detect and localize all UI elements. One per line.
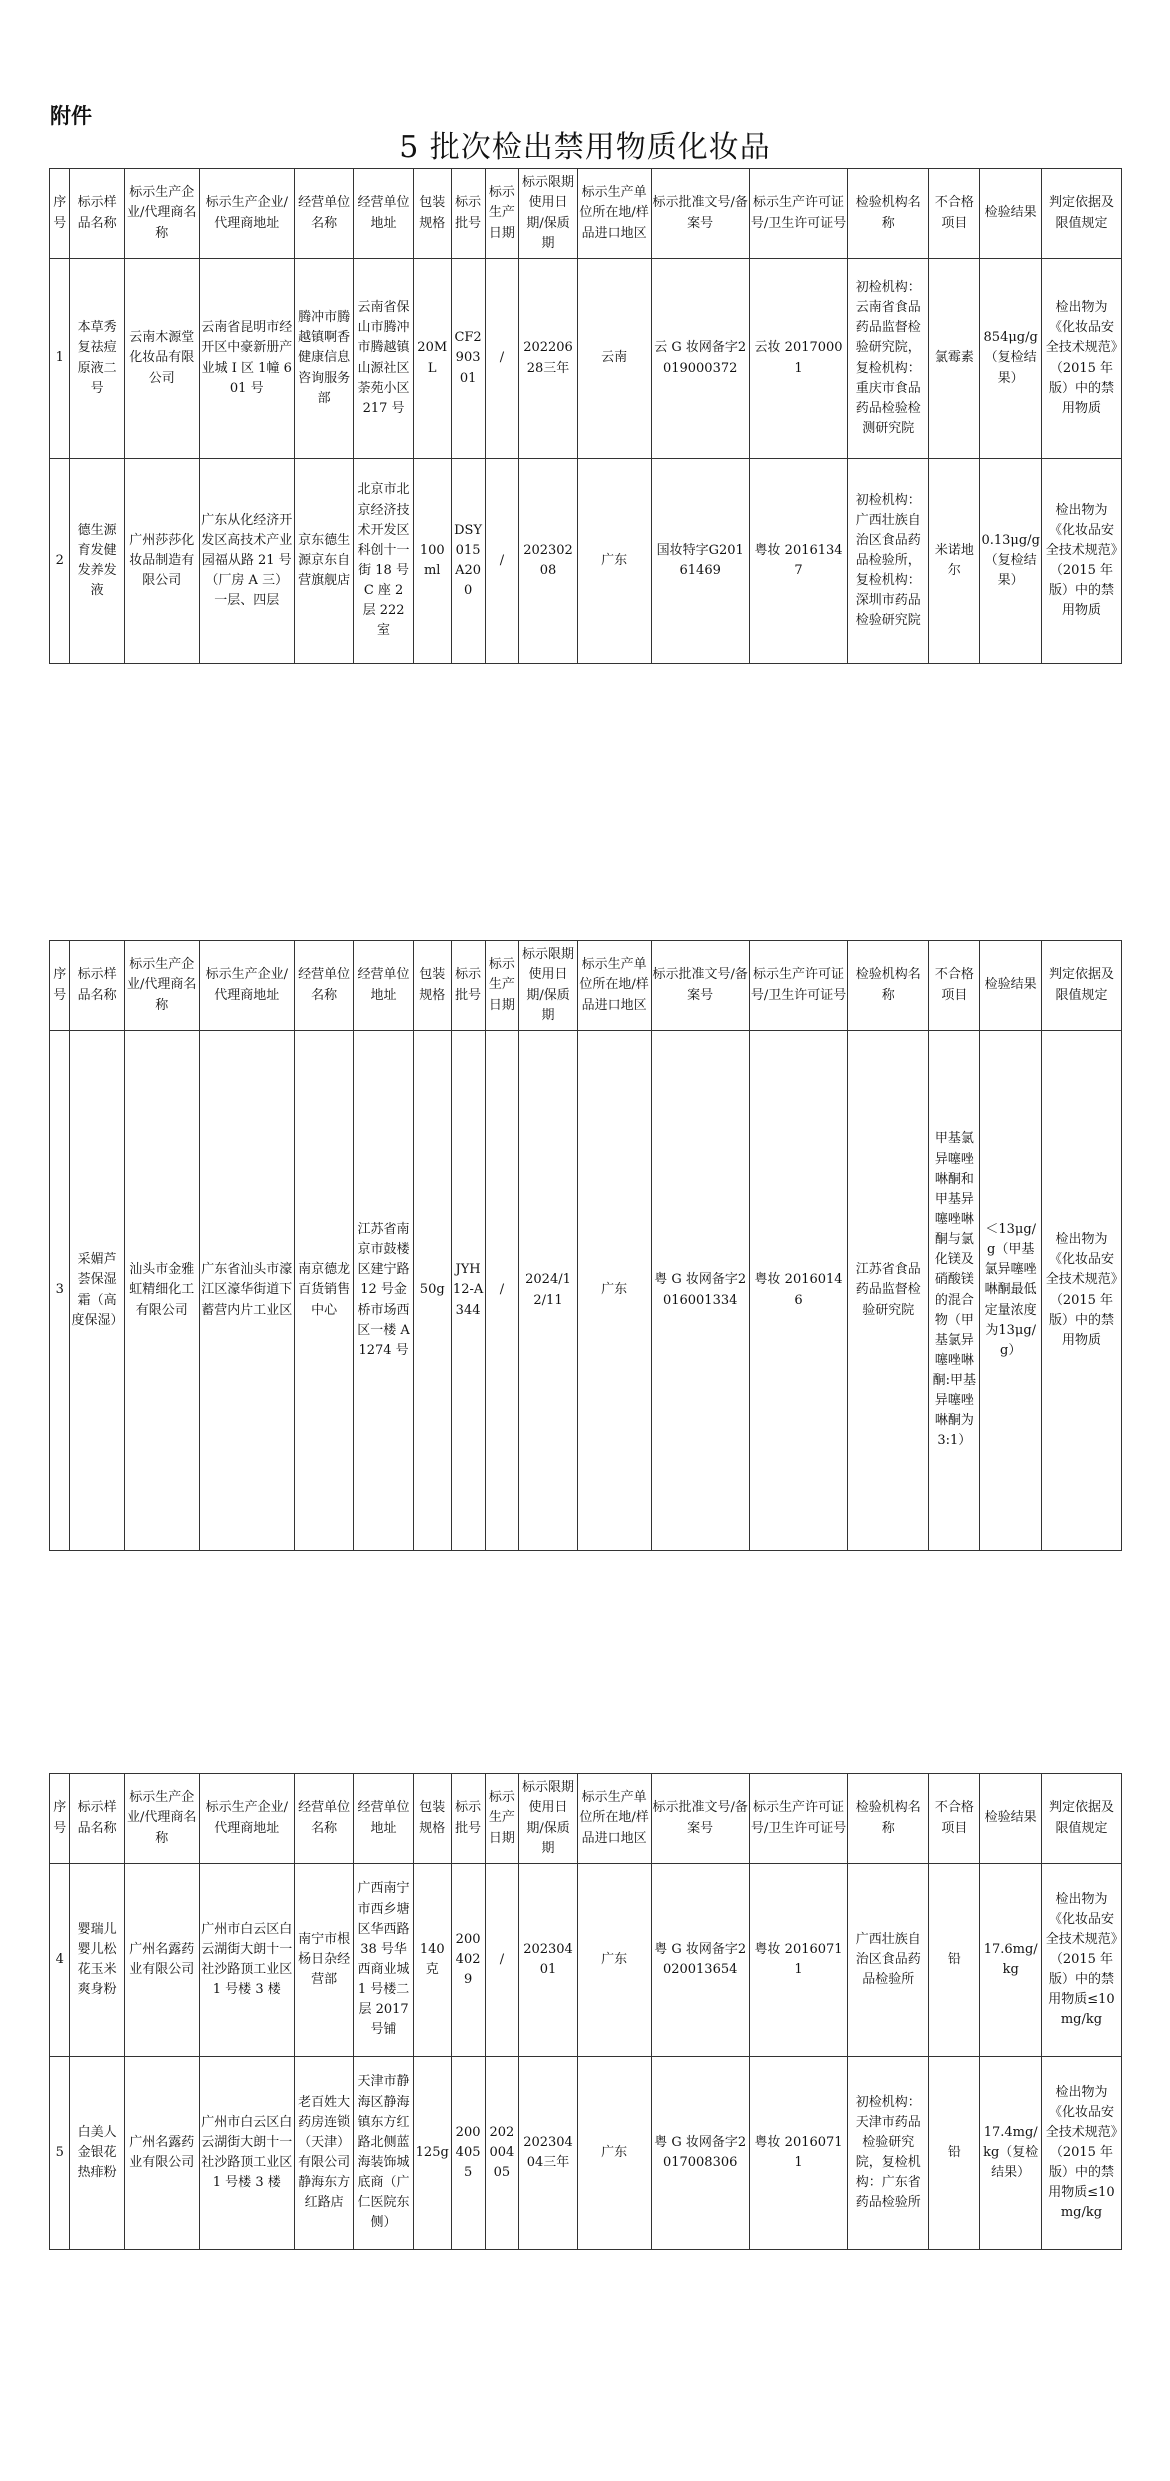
cell-col-lab: 初检机构：天津市药品检验研究院，复检机构：广东省药品检验所 (848, 2057, 929, 2250)
cell-col-expiry: 20230404三年 (519, 2057, 577, 2250)
cell-col-approval-no: 粤 G 妆网备字2017008306 (651, 2057, 749, 2250)
cell-col-no: 1 (50, 259, 70, 459)
table-row (50, 1864, 1122, 2057)
cell-col-batch: DSY015A200 (451, 459, 485, 664)
header-col-license-no: 标示生产许可证号/卫生许可证号 (749, 941, 847, 1031)
cell-col-package: 20ML (413, 259, 451, 459)
cell-col-approval-no: 粤 G 妆网备字2016001334 (651, 1031, 749, 1551)
cell-col-sample-name: 德生源育发健发养发液 (70, 459, 124, 664)
cell-col-lab: 初检机构：云南省食品药品监督检验研究院，复检机构：重庆市食品药品检验检测研究院 (848, 259, 929, 459)
cell-col-origin: 广东 (577, 1864, 651, 2057)
cell-col-seller-address: 江苏省南京市鼓楼区建宁路 12 号金桥市场西区一楼 A1274 号 (354, 1031, 413, 1551)
header-col-no: 序号 (50, 941, 70, 1031)
header-col-prod-date: 标示生产日期 (485, 169, 519, 259)
cell-col-expiry: 20230208 (519, 459, 577, 664)
results-table-page-1 (49, 168, 1122, 664)
header-col-seller-address: 经营单位地址 (354, 1774, 413, 1864)
header-col-basis: 判定依据及限值规定 (1041, 169, 1121, 259)
cell-col-basis: 检出物为《化妆品安全技术规范》（2015 年版）中的禁用物质≤10mg/kg (1041, 1864, 1121, 2057)
header-col-producer-address: 标示生产企业/代理商地址 (199, 1774, 294, 1864)
cell-col-package: 125g (413, 2057, 451, 2250)
header-col-prod-date: 标示生产日期 (485, 1774, 519, 1864)
header-col-package: 包装规格 (413, 1774, 451, 1864)
header-col-sample-name: 标示样品名称 (70, 169, 124, 259)
table-row (50, 259, 1122, 459)
cell-col-producer-address: 广州市白云区白云湖街大朗十一社沙路顶工业区 1 号楼 3 楼 (199, 1864, 294, 2057)
cell-col-basis: 检出物为《化妆品安全技术规范》（2015 年版）中的禁用物质 (1041, 1031, 1121, 1551)
header-col-approval-no: 标示批准文号/备案号 (651, 169, 749, 259)
cell-col-origin: 广东 (577, 2057, 651, 2250)
cell-col-sample-name: 婴瑞儿婴儿松花玉米爽身粉 (70, 1864, 124, 2057)
cell-col-no: 5 (50, 2057, 70, 2250)
cell-col-sample-name: 白美人金银花热痱粉 (70, 2057, 124, 2250)
cell-col-prod-date: / (485, 1864, 519, 2057)
cell-col-license-no: 云妆 20170001 (749, 259, 847, 459)
cell-col-origin: 云南 (577, 259, 651, 459)
cell-col-prod-date: / (485, 1031, 519, 1551)
cell-col-license-no: 粤妆 20160711 (749, 2057, 847, 2250)
cell-col-prod-date: / (485, 259, 519, 459)
header-col-failed-item: 不合格项目 (929, 1774, 980, 1864)
cell-col-batch: CF290301 (451, 259, 485, 459)
cell-col-no: 3 (50, 1031, 70, 1551)
header-col-sample-name: 标示样品名称 (70, 1774, 124, 1864)
cell-col-producer-name: 云南木源堂化妆品有限公司 (124, 259, 199, 459)
header-col-batch: 标示批号 (451, 1774, 485, 1864)
header-col-failed-item: 不合格项目 (929, 169, 980, 259)
header-col-result: 检验结果 (980, 941, 1041, 1031)
cell-col-expiry: 20220628三年 (519, 259, 577, 459)
cell-col-seller-address: 北京市北京经济技术开发区科创十一街 18 号 C 座 2 层 222 室 (354, 459, 413, 664)
cell-col-result: 854μg/g（复检结果） (980, 259, 1041, 459)
header-col-expiry: 标示限期使用日期/保质期 (519, 1774, 577, 1864)
cell-col-approval-no: 粤 G 妆网备字2020013654 (651, 1864, 749, 2057)
cell-col-package: 100ml (413, 459, 451, 664)
cell-col-failed-item: 氯霉素 (929, 259, 980, 459)
cell-col-origin: 广东 (577, 459, 651, 664)
cell-col-batch: 2004055 (451, 2057, 485, 2250)
cell-col-prod-date: / (485, 459, 519, 664)
header-col-producer-name: 标示生产企业/代理商名称 (124, 169, 199, 259)
cell-col-expiry: 2024/12/11 (519, 1031, 577, 1551)
table-row (50, 1031, 1122, 1551)
cell-col-license-no: 粤妆 20160146 (749, 1031, 847, 1551)
table-row (50, 2057, 1122, 2250)
header-col-seller-name: 经营单位名称 (294, 1774, 353, 1864)
table-header-row (50, 1774, 1122, 1864)
header-col-origin: 标示生产单位所在地/样品进口地区 (577, 941, 651, 1031)
header-col-expiry: 标示限期使用日期/保质期 (519, 169, 577, 259)
cell-col-seller-address: 天津市静海区静海镇东方红路北侧蓝海装饰城底商（广仁医院东侧） (354, 2057, 413, 2250)
header-col-seller-name: 经营单位名称 (294, 941, 353, 1031)
header-col-basis: 判定依据及限值规定 (1041, 941, 1121, 1031)
cell-col-seller-name: 南京德龙百货销售中心 (294, 1031, 353, 1551)
header-col-license-no: 标示生产许可证号/卫生许可证号 (749, 1774, 847, 1864)
header-col-approval-no: 标示批准文号/备案号 (651, 1774, 749, 1864)
cell-col-seller-name: 南宁市根杨日杂经营部 (294, 1864, 353, 2057)
attachment-label: 附件 (50, 104, 92, 128)
cell-col-lab: 江苏省食品药品监督检验研究院 (848, 1031, 929, 1551)
header-col-failed-item: 不合格项目 (929, 941, 980, 1031)
cell-col-result: 17.4mg/kg（复检结果） (980, 2057, 1041, 2250)
cell-col-origin: 广东 (577, 1031, 651, 1551)
cell-col-license-no: 粤妆 20161347 (749, 459, 847, 664)
cell-col-seller-name: 老百姓大药房连锁（天津）有限公司静海东方红路店 (294, 2057, 353, 2250)
header-col-approval-no: 标示批准文号/备案号 (651, 941, 749, 1031)
cell-col-seller-address: 广西南宁市西乡塘区华西路 38 号华西商业城 1 号楼二层 2017 号铺 (354, 1864, 413, 2057)
cell-col-producer-address: 云南省昆明市经开区中豪新册产业城 I 区 1幢 601 号 (199, 259, 294, 459)
header-col-producer-address: 标示生产企业/代理商地址 (199, 941, 294, 1031)
table-header-row (50, 169, 1122, 259)
header-col-origin: 标示生产单位所在地/样品进口地区 (577, 169, 651, 259)
header-col-seller-address: 经营单位地址 (354, 169, 413, 259)
cell-col-sample-name: 本草秀复祛痘原液二号 (70, 259, 124, 459)
cell-col-batch: JYH12-A344 (451, 1031, 485, 1551)
cell-col-producer-name: 广州莎莎化妆品制造有限公司 (124, 459, 199, 664)
cell-col-package: 140克 (413, 1864, 451, 2057)
results-table-page-2 (49, 940, 1122, 1551)
header-col-seller-name: 经营单位名称 (294, 169, 353, 259)
header-col-sample-name: 标示样品名称 (70, 941, 124, 1031)
header-col-expiry: 标示限期使用日期/保质期 (519, 941, 577, 1031)
header-col-no: 序号 (50, 1774, 70, 1864)
table-row (50, 459, 1122, 664)
header-col-lab: 检验机构名称 (848, 1774, 929, 1864)
cell-col-result: 0.13μg/g（复检结果） (980, 459, 1041, 664)
cell-col-producer-name: 广州名露药业有限公司 (124, 2057, 199, 2250)
header-col-prod-date: 标示生产日期 (485, 941, 519, 1031)
cell-col-producer-name: 广州名露药业有限公司 (124, 1864, 199, 2057)
cell-col-no: 2 (50, 459, 70, 664)
header-col-producer-name: 标示生产企业/代理商名称 (124, 941, 199, 1031)
header-col-license-no: 标示生产许可证号/卫生许可证号 (749, 169, 847, 259)
header-col-seller-address: 经营单位地址 (354, 941, 413, 1031)
header-col-package: 包装规格 (413, 169, 451, 259)
header-col-batch: 标示批号 (451, 941, 485, 1031)
cell-col-producer-address: 广东省汕头市濠江区濠华街道下蓄营内片工业区 (199, 1031, 294, 1551)
header-col-producer-name: 标示生产企业/代理商名称 (124, 1774, 199, 1864)
cell-col-no: 4 (50, 1864, 70, 2057)
table-header-row (50, 941, 1122, 1031)
cell-col-basis: 检出物为《化妆品安全技术规范》（2015 年版）中的禁用物质 (1041, 259, 1121, 459)
results-table-page-3 (49, 1773, 1122, 2250)
cell-col-basis: 检出物为《化妆品安全技术规范》（2015 年版）中的禁用物质≤10mg/kg (1041, 2057, 1121, 2250)
cell-col-seller-name: 京东德生源京东自营旗舰店 (294, 459, 353, 664)
cell-col-producer-address: 广东从化经济开发区高技术产业园福从路 21 号（厂房 A 三）一层、四层 (199, 459, 294, 664)
header-col-origin: 标示生产单位所在地/样品进口地区 (577, 1774, 651, 1864)
header-col-result: 检验结果 (980, 1774, 1041, 1864)
cell-col-lab: 初检机构：广西壮族自治区食品药品检验所，复检机构：深圳市药品检验研究院 (848, 459, 929, 664)
header-col-package: 包装规格 (413, 941, 451, 1031)
header-col-batch: 标示批号 (451, 169, 485, 259)
cell-col-seller-name: 腾冲市腾越镇啊香健康信息咨询服务部 (294, 259, 353, 459)
header-col-result: 检验结果 (980, 169, 1041, 259)
cell-col-approval-no: 云 G 妆网备字2019000372 (651, 259, 749, 459)
cell-col-failed-item: 米诺地尔 (929, 459, 980, 664)
document-title: 5 批次检出禁用物质化妆品 (399, 130, 771, 165)
header-col-producer-address: 标示生产企业/代理商地址 (199, 169, 294, 259)
cell-col-producer-name: 汕头市金雅虹精细化工有限公司 (124, 1031, 199, 1551)
header-col-no: 序号 (50, 169, 70, 259)
cell-col-batch: 2004029 (451, 1864, 485, 2057)
cell-col-lab: 广西壮族自治区食品药品检验所 (848, 1864, 929, 2057)
cell-col-expiry: 20230401 (519, 1864, 577, 2057)
cell-col-failed-item: 铅 (929, 1864, 980, 2057)
cell-col-license-no: 粤妆 20160711 (749, 1864, 847, 2057)
cell-col-seller-address: 云南省保山市腾冲市腾越镇山源社区荼苑小区 217 号 (354, 259, 413, 459)
cell-col-prod-date: 20200405 (485, 2057, 519, 2250)
cell-col-approval-no: 国妆特字G20161469 (651, 459, 749, 664)
cell-col-failed-item: 铅 (929, 2057, 980, 2250)
cell-col-result: ＜13μg/g（甲基氯异噻唑啉酮最低定量浓度为13μg/g） (980, 1031, 1041, 1551)
cell-col-package: 50g (413, 1031, 451, 1551)
header-col-lab: 检验机构名称 (848, 941, 929, 1031)
cell-col-producer-address: 广州市白云区白云湖街大朗十一社沙路顶工业区 1 号楼 3 楼 (199, 2057, 294, 2250)
cell-col-basis: 检出物为《化妆品安全技术规范》（2015 年版）中的禁用物质 (1041, 459, 1121, 664)
cell-col-sample-name: 采媚芦荟保湿霜（高度保湿） (70, 1031, 124, 1551)
header-col-basis: 判定依据及限值规定 (1041, 1774, 1121, 1864)
cell-col-result: 17.6mg/kg (980, 1864, 1041, 2057)
header-col-lab: 检验机构名称 (848, 169, 929, 259)
cell-col-failed-item: 甲基氯异噻唑啉酮和甲基异噻唑啉酮与氯化镁及硝酸镁的混合物（甲基氯异噻唑啉酮:甲基异噻唑啉酮为 3:1） (929, 1031, 980, 1551)
